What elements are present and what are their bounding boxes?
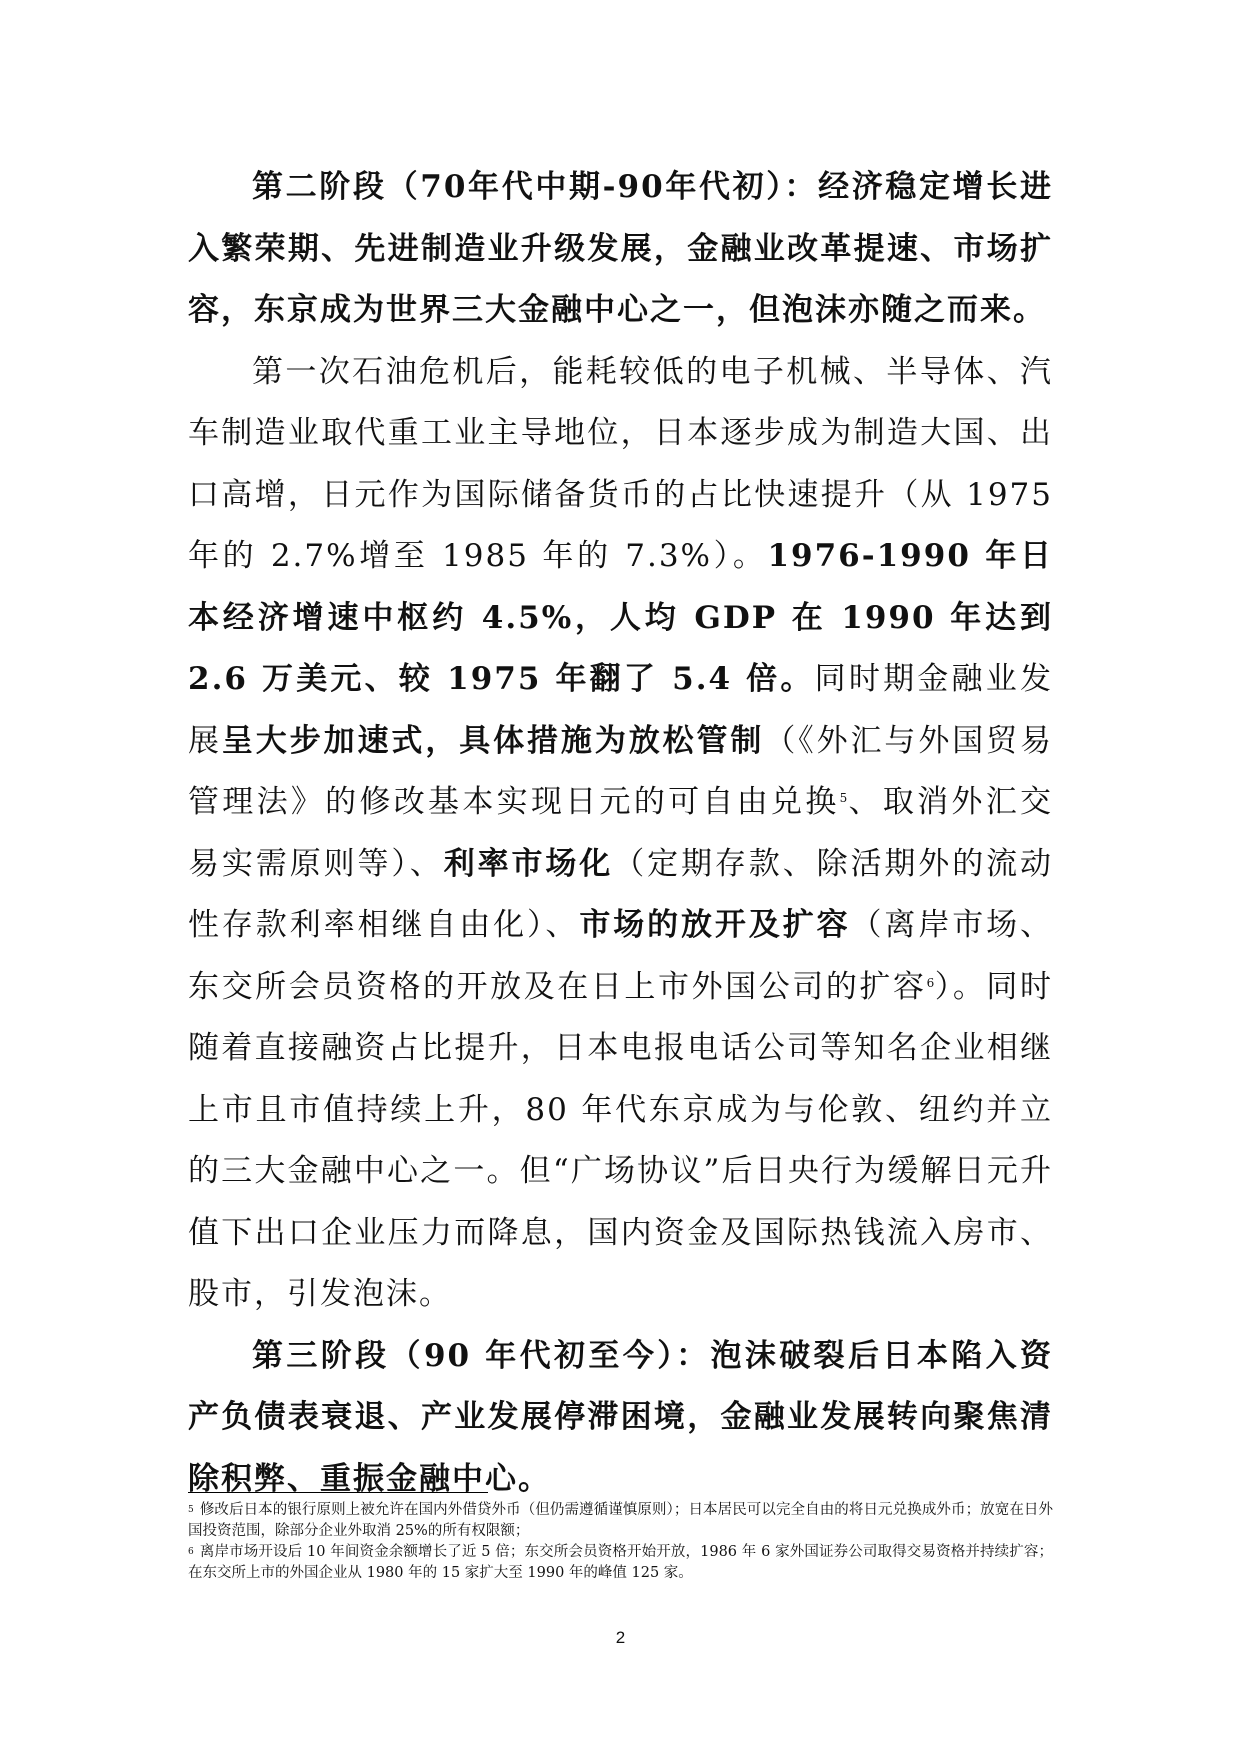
- p1-growth-highlight: 1976-1990 年日本经济增速中枢约 4.5%，人均 GDP 在 1990 年达到 2.6 万美元、较 1975 年翻了 5.4 倍。: [188, 538, 1053, 697]
- footnote-divider: [188, 1492, 488, 1493]
- p1-conclusion: ）。同时随着直接融资占比提升，日本电报电话公司等知名企业相继上市且市值持续上升，80 年代东京成为与伦敦、纽约并立的三大金融中心之一。但“广场协议”后日央行为缓解日元升值下出口企业压力而降息，国内资金及国际热钱流入房市、股市，引发泡沫。: [188, 968, 1054, 1312]
- p1-deposits: （定期存款、除活期外的流动性存款利率相继自由化）、: [188, 845, 1054, 943]
- footnote-ref-5[interactable]: 5: [839, 791, 848, 805]
- stage2-paragraph: [188, 342, 1053, 1326]
- footnote-text: 修改后日本的银行原则上被允许在国内外借贷外币（但仍需遵循谨慎原则）；日本居民可以完全自由的将日元兑换成外币；放宽在日外国投资范围，除部分企业外取消 25%的所有权限额；: [188, 1502, 1053, 1539]
- footnote-ref-6[interactable]: 6: [926, 975, 935, 990]
- footnote-6: [188, 1542, 1053, 1584]
- footnote-5: [188, 1500, 1053, 1542]
- p1-accelerate-highlight: 呈大步加速式: [221, 722, 426, 759]
- footnote-mark: 6: [188, 1547, 194, 1557]
- p1-market-expansion-highlight: 市场的放开及扩容: [579, 907, 851, 943]
- body-text: [188, 157, 1053, 1510]
- page-number: 2: [615, 1628, 626, 1647]
- p1-finance-intro: 同时期金融业发展: [188, 661, 1054, 759]
- p1-rate-liberalization-highlight: 利率市场化: [443, 845, 614, 882]
- p1-intro: 第一次石油危机后，能耗较低的电子机械、半导体、汽车制造业取代重工业主导地位，日本逐步成为制造大国、出口高增，日元作为国际储备货币的占比快速提升（从 1975 年的 2.7%增至 1985 年的 7.3%）。: [188, 353, 1053, 574]
- footnote-mark: 5: [188, 1505, 194, 1515]
- stage2-heading: 第二阶段（70年代中期-90年代初）：经济稳定增长进入繁荣期、先进制造业升级发展，金融业改革提速、市场扩容，东京成为世界三大金融中心之一，但泡沫亦随之而来。: [188, 169, 1053, 328]
- stage3-heading: 第三阶段（90 年代初至今）：泡沫破裂后日本陷入资产负债表衰退、产业发展停滞困境，金融业发展转向聚焦清除积弊、重振金融中心。: [188, 1337, 1053, 1497]
- p1-comma: ，: [425, 722, 460, 759]
- p1-offshore: （离岸市场、东交所会员资格的开放及在日上市外国公司的扩容: [188, 907, 1054, 1005]
- p1-deregulation-highlight: 具体措施为放松管制: [459, 722, 765, 759]
- footnote-text: 离岸市场开设后 10 年间资金余额增长了近 5 倍；东交所会员资格开始开放，1986 年 6 家外国证券公司取得交易资格并持续扩容；在东交所上市的外国企业从 1980 年的 15 家扩大至 1990 年的峰值 125 家。: [188, 1544, 1053, 1581]
- footnotes: [188, 1500, 1053, 1584]
- p1-fx-rule: 、取消外汇交易实需原则等）、: [188, 784, 1054, 882]
- p1-fx-law: （《外汇与外国贸易管理法》的修改基本实现日元的可自由兑换: [188, 722, 1054, 820]
